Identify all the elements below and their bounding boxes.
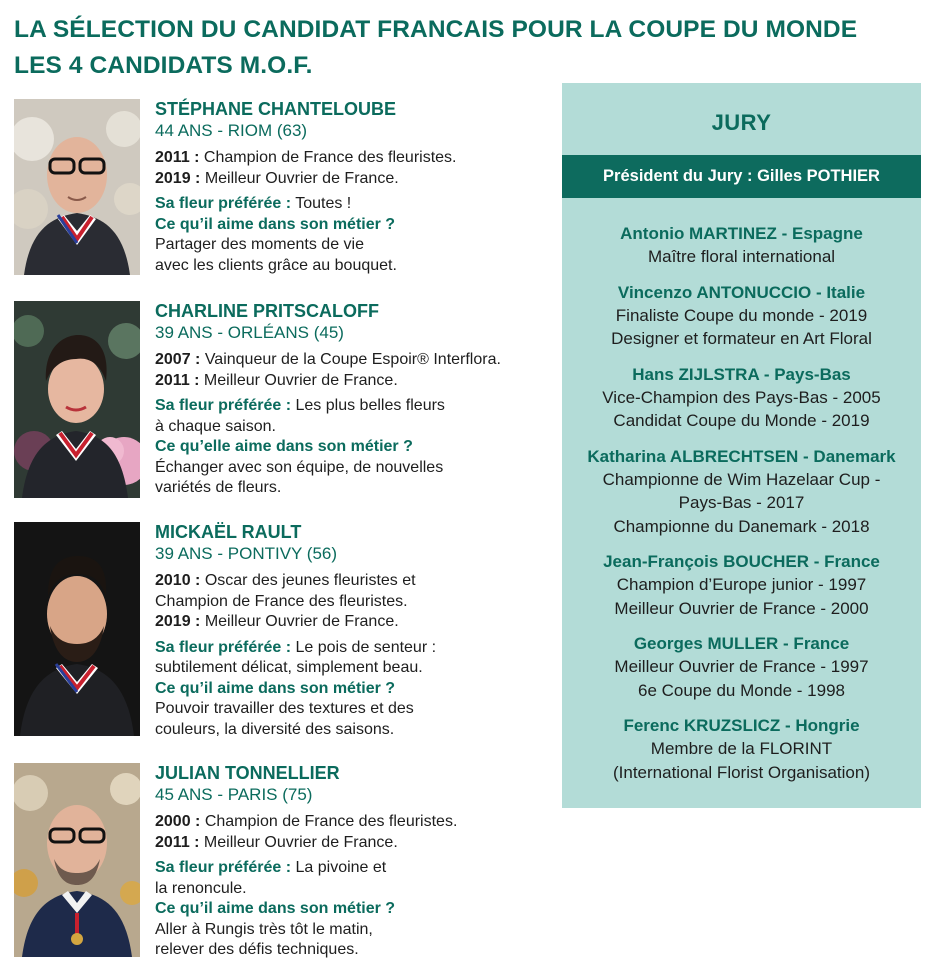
jury-member bbox=[562, 445, 921, 539]
jury-member-role: Finaliste Coupe du monde - 2019 bbox=[615, 305, 868, 325]
candidate-info bbox=[155, 301, 555, 499]
jury-member bbox=[562, 632, 921, 702]
candidate-age: 44 ANS - RIOM (63) bbox=[155, 121, 308, 140]
jury-title: JURY bbox=[711, 110, 772, 135]
jury-panel bbox=[562, 83, 921, 808]
jury-member-role: Pays-Bas - 2017 bbox=[678, 493, 805, 512]
jury-member-role: Membre de la FLORINT bbox=[650, 739, 833, 758]
candidate-award: 2019 : Meilleur Ouvrier de France. bbox=[155, 169, 399, 187]
jury-member-role: Vice-Champion des Pays-Bas - 2005 bbox=[602, 387, 881, 407]
candidate-card bbox=[14, 763, 544, 968]
candidate-photo bbox=[14, 763, 140, 957]
candidate-name: MICKAËL RAULT bbox=[155, 522, 302, 542]
candidate-age: 45 ANS - PARIS (75) bbox=[155, 785, 313, 804]
candidate-age: 39 ANS - PONTIVY (56) bbox=[155, 544, 338, 563]
candidate-award: 2010 : Oscar des jeunes fleuristes et bbox=[155, 572, 416, 589]
favorite-flower-cont: à chaque saison. bbox=[155, 417, 276, 435]
candidate-name: STÉPHANE CHANTELOUBE bbox=[155, 99, 397, 119]
candidate-award: 2019 : Meilleur Ouvrier de France. bbox=[155, 613, 399, 630]
jury-member-role: Meilleur Ouvrier de France - 1997 bbox=[614, 657, 869, 676]
jury-member bbox=[562, 363, 921, 433]
jury-member-role: Maître floral international bbox=[647, 247, 836, 266]
metier-answer: Partager des moments de vie bbox=[155, 236, 364, 253]
page-title: LA SÉLECTION DU CANDIDAT FRANCAIS POUR LA COUPE DU MONDE bbox=[14, 16, 858, 43]
jury-president: Président du Jury : Gilles POTHIER bbox=[562, 155, 921, 198]
metier-answer: Pouvoir travailler des textures et des bbox=[155, 700, 414, 717]
candidate-name: JULIAN TONNELLIER bbox=[155, 763, 340, 783]
jury-member bbox=[562, 222, 921, 269]
candidate-age: 39 ANS - ORLÉANS (45) bbox=[155, 323, 344, 342]
jury-member-name: Katharina ALBRECHTSEN - Danemark bbox=[587, 446, 896, 466]
jury-member-role: Champion d’Europe junior - 1997 bbox=[616, 575, 867, 594]
favorite-flower: Sa fleur préférée : Toutes ! bbox=[155, 195, 352, 212]
candidate-award: 2000 : Champion de France des fleuristes. bbox=[155, 813, 458, 830]
jury-member-role: (International Florist Organisation) bbox=[612, 762, 870, 782]
metier-answer: couleurs, la diversité des saisons. bbox=[155, 720, 395, 738]
jury-member-role: Championne de Wim Hazelaar Cup - bbox=[602, 469, 881, 489]
candidate-info bbox=[155, 99, 555, 276]
favorite-flower-cont: la renoncule. bbox=[155, 879, 247, 897]
metier-answer: variétés de fleurs. bbox=[155, 479, 282, 496]
candidate-info bbox=[155, 763, 555, 961]
metier-answer: avec les clients grâce au bouquet. bbox=[155, 256, 397, 274]
jury-member bbox=[562, 550, 921, 620]
metier-question: Ce qu’il aime dans son métier ? bbox=[155, 679, 396, 697]
metier-answer: Échanger avec son équipe, de nouvelles bbox=[155, 458, 444, 476]
favorite-flower: Sa fleur préférée : Le pois de senteur : bbox=[155, 638, 437, 656]
candidate-card bbox=[14, 522, 544, 742]
jury-member-name: Georges MULLER - France bbox=[633, 634, 850, 653]
candidate-award: 2007 : Vainqueur de la Coupe Espoir® Interflora. bbox=[155, 351, 501, 368]
candidate-info bbox=[155, 522, 555, 740]
candidate-photo bbox=[14, 301, 140, 498]
favorite-flower-cont: subtilement délicat, simplement beau. bbox=[155, 659, 423, 676]
metier-answer: relever des défis techniques. bbox=[155, 941, 359, 958]
candidate-name: CHARLINE PRITSCALOFF bbox=[155, 301, 379, 321]
page-header bbox=[14, 12, 857, 84]
candidate-card bbox=[14, 99, 544, 279]
candidate-award-cont: Champion de France des fleuristes. bbox=[155, 592, 408, 610]
page-subtitle: LES 4 CANDIDATS M.O.F. bbox=[14, 52, 313, 79]
favorite-flower: Sa fleur préférée : Les plus belles fleurs bbox=[155, 397, 445, 414]
candidate-award: 2011 : Meilleur Ouvrier de France. bbox=[155, 833, 398, 851]
jury-member-role: 6e Coupe du Monde - 1998 bbox=[638, 680, 845, 700]
jury-member-name: Hans ZIJLSTRA - Pays-Bas bbox=[632, 364, 851, 384]
candidate-card bbox=[14, 301, 544, 501]
jury-member bbox=[562, 714, 921, 784]
candidate-photo bbox=[14, 522, 140, 736]
jury-member-role: Candidat Coupe du Monde - 2019 bbox=[613, 411, 870, 430]
jury-members bbox=[562, 222, 921, 796]
jury-member-role: Designer et formateur en Art Floral bbox=[611, 329, 872, 348]
favorite-flower: Sa fleur préférée : La pivoine et bbox=[155, 859, 387, 876]
jury-member-name: Jean-François BOUCHER - France bbox=[603, 552, 880, 571]
metier-question: Ce qu’il aime dans son métier ? bbox=[155, 215, 396, 233]
metier-question: Ce qu’il aime dans son métier ? bbox=[155, 900, 396, 917]
jury-member-name: Antonio MARTINEZ - Espagne bbox=[620, 224, 863, 243]
jury-member-role: Championne du Danemark - 2018 bbox=[613, 516, 870, 536]
jury-member-name: Vincenzo ANTONUCCIO - Italie bbox=[617, 282, 866, 302]
jury-member-name: Ferenc KRUZSLICZ - Hongrie bbox=[623, 716, 860, 735]
candidate-award: 2011 : Champion de France des fleuristes. bbox=[155, 149, 457, 166]
metier-question: Ce qu’elle aime dans son métier ? bbox=[155, 438, 413, 455]
jury-member bbox=[562, 281, 921, 351]
jury-member-role: Meilleur Ouvrier de France - 2000 bbox=[614, 598, 869, 618]
metier-answer: Aller à Rungis très tôt le matin, bbox=[155, 920, 373, 938]
candidate-award: 2011 : Meilleur Ouvrier de France. bbox=[155, 371, 398, 389]
candidate-photo bbox=[14, 99, 140, 275]
